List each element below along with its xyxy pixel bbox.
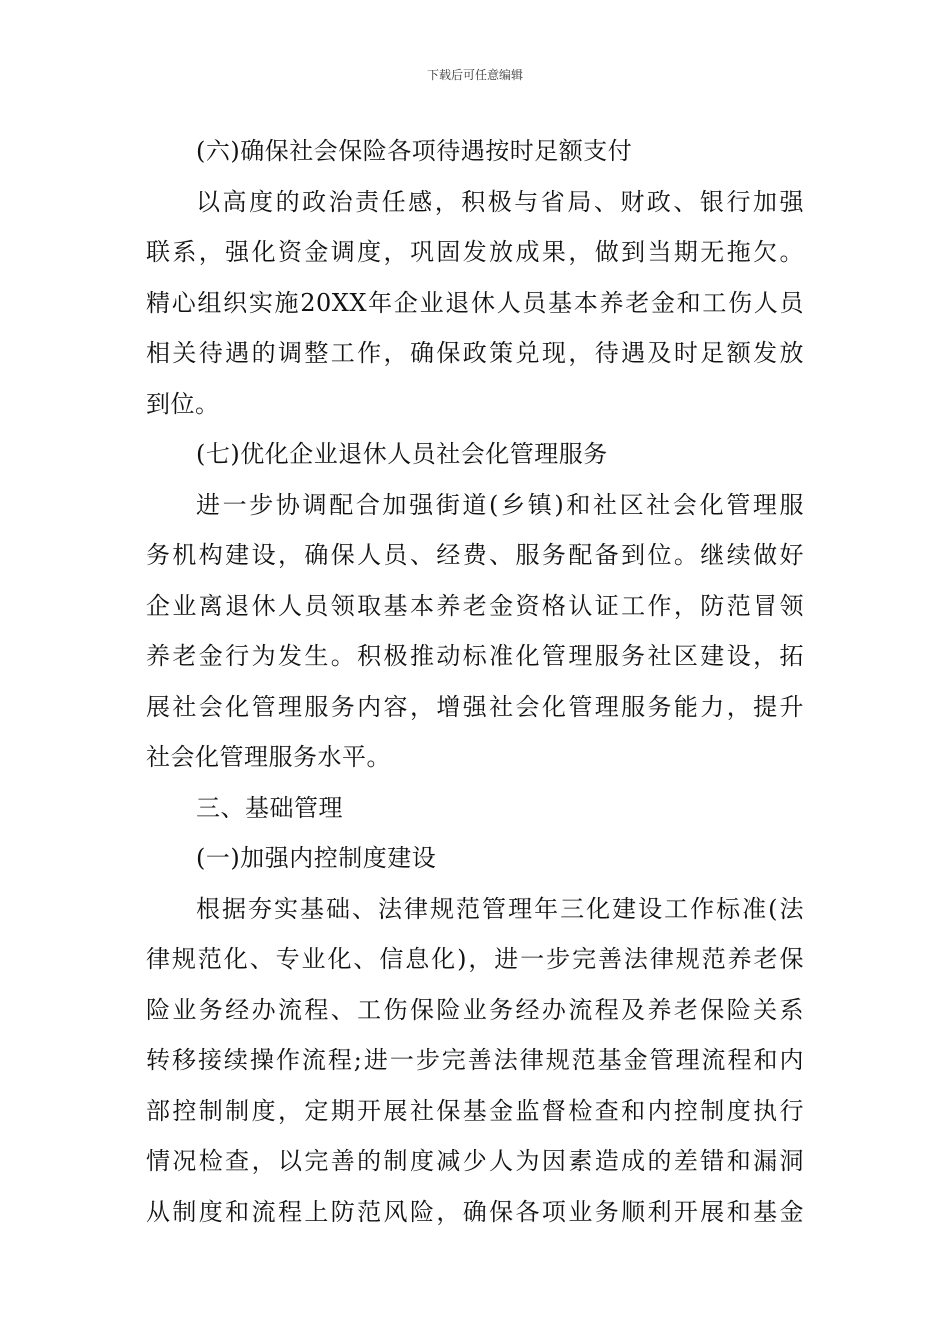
text-line: 到位。 — [146, 389, 220, 418]
text-line: 以高度的政治责任感，积极与省局、财政、银行加强 — [196, 187, 804, 216]
text-line: 三、基础管理 — [196, 793, 343, 822]
text-line: 展社会化管理服务内容，增强社会化管理服务能力，提升 — [146, 692, 804, 721]
text-line: 养老金行为发生。积极推动标准化管理服务社区建设，拓 — [146, 642, 804, 670]
text-line: 进一步协调配合加强街道(乡镇)和社区社会化管理服 — [196, 490, 804, 519]
text-line: 精心组织实施20XX年企业退休人员基本养老金和工伤人员 — [146, 288, 804, 317]
text-line: 律规范化、专业化、信息化)，进一步完善法律规范养老保 — [146, 945, 804, 973]
text-line: 从制度和流程上防范风险，确保各项业务顺利开展和基金 — [146, 1197, 804, 1226]
text-line: 根据夯实基础、法律规范管理年三化建设工作标准(法 — [196, 894, 804, 923]
text-line: 转移接续操作流程;进一步完善法律规范基金管理流程和内 — [146, 1046, 804, 1074]
text-line: (六)确保社会保险各项待遇按时足额支付 — [196, 137, 633, 165]
text-line: 部控制制度，定期开展社保基金监督检查和内控制度执行 — [146, 1096, 804, 1125]
text-line: 情况检查，以完善的制度减少人为因素造成的差错和漏洞 — [146, 1147, 804, 1175]
document-body — [146, 126, 804, 1237]
text-line: (七)优化企业退休人员社会化管理服务 — [196, 440, 608, 468]
text-line: (一)加强内控制度建设 — [196, 844, 437, 872]
text-line: 险业务经办流程、工伤保险业务经办流程及养老保险关系 — [146, 995, 804, 1024]
text-line: 社会化管理服务水平。 — [146, 743, 391, 771]
text-line: 企业离退休人员领取基本养老金资格认证工作，防范冒领 — [146, 591, 804, 620]
text-line: 相关待遇的调整工作，确保政策兑现，待遇及时足额发放 — [146, 339, 804, 367]
text-line: 务机构建设，确保人员、经费、服务配备到位。继续做好 — [146, 541, 804, 569]
page-header: 下载后可任意编辑 — [426, 68, 523, 82]
text-line: 联系，强化资金调度，巩固发放成果，做到当期无拖欠。 — [146, 238, 804, 266]
